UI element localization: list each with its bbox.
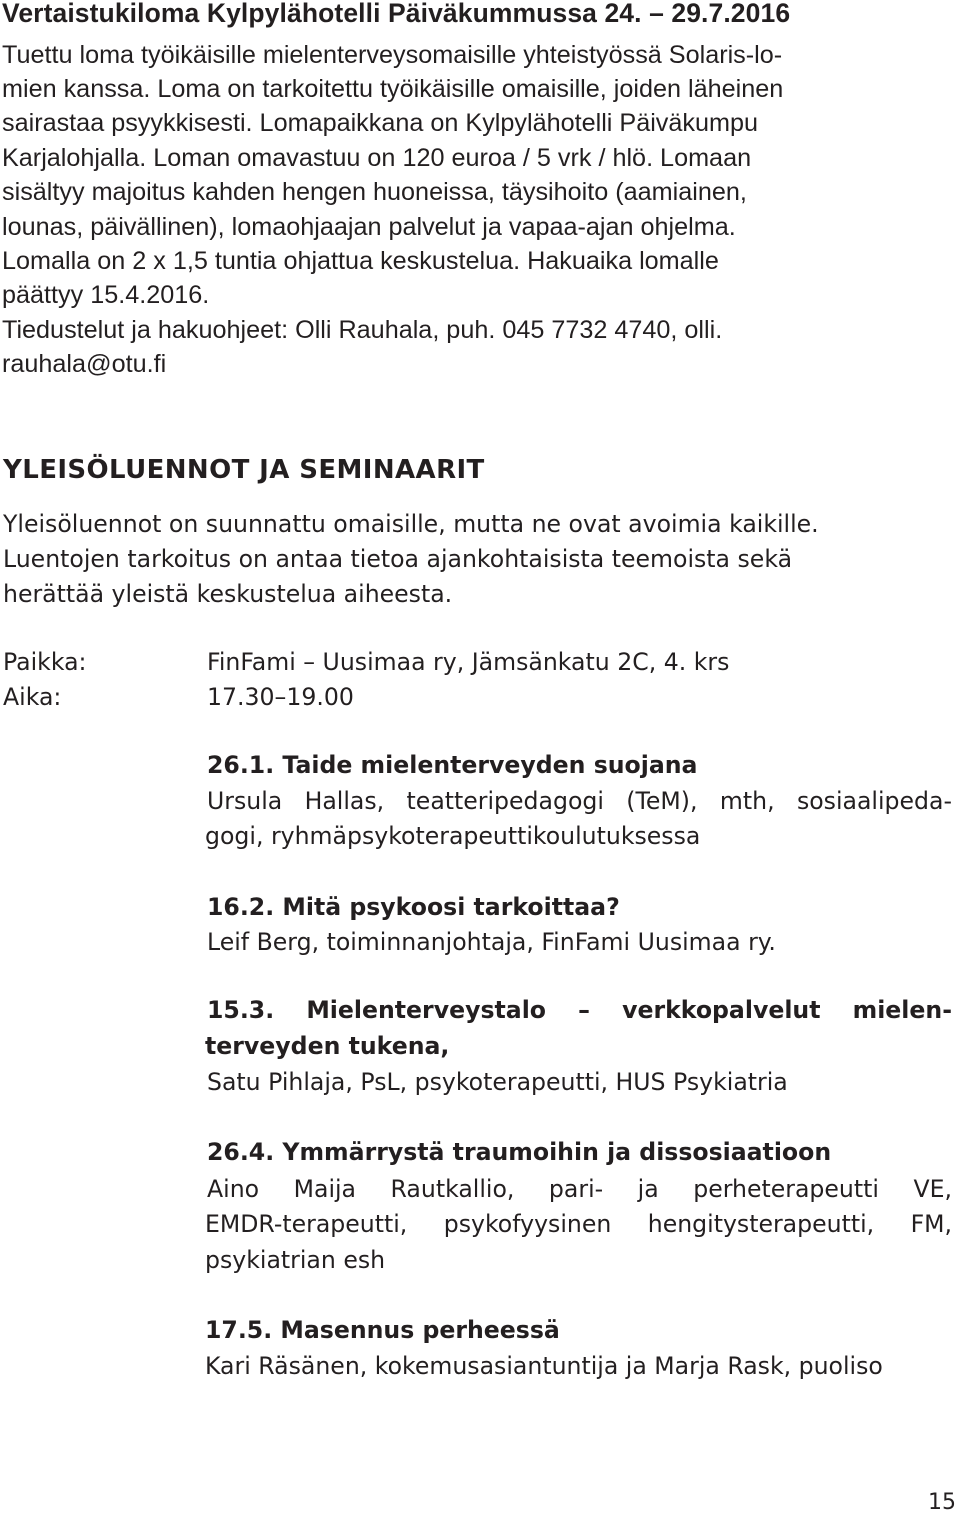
vacation-contact-line: Tiedustelut ja hakuohjeet: Olli Rauhala, puh. 045 7732 4740, olli. [2,316,723,344]
place-label: Paikka: [3,648,87,676]
event-title: terveyden tukena, [205,1032,450,1060]
event-speaker: Satu Pihlaja, PsL, psykoterapeutti, HUS Psykiatria [207,1068,788,1096]
event-title: 15.3. Mielenterveystalo – verkkopalvelut mielen- [207,996,952,1024]
event-speaker: Ursula Hallas, teatteripedagogi (TeM), mth, sosiaalipeda- [207,787,952,815]
event-title: 26.4. Ymmärrystä traumoihin ja dissosiaatioon [207,1138,832,1166]
vacation-title: Vertaistukiloma Kylpylähotelli Päiväkummussa 24. – 29.7.2016 [2,0,791,28]
vacation-line: lounas, päivällinen), lomaohjaajan palvelut ja vapaa-ajan ohjelma. [2,213,736,241]
event-speaker: psykiatrian esh [205,1246,386,1274]
vacation-line: päättyy 15.4.2016. [2,281,210,309]
event-title: 17.5. Masennus perheessä [205,1316,560,1344]
intro-line: Luentojen tarkoitus on antaa tietoa ajankohtaisista teemoista sekä [3,545,793,573]
intro-line: Yleisöluennot on suunnattu omaisille, mutta ne ovat avoimia kaikille. [3,510,819,538]
event-speaker: Kari Räsänen, kokemusasiantuntija ja Marja Rask, puoliso [205,1352,883,1380]
time-label: Aika: [3,683,62,711]
lectures-heading: YLEISÖLUENNOT JA SEMINAARIT [3,455,485,485]
vacation-line: Karjalohjalla. Loman omavastuu on 120 euroa / 5 vrk / hlö. Lomaan [2,144,752,172]
time-value: 17.30–19.00 [207,683,354,711]
event-speaker: EMDR-terapeutti, psykofyysinen hengitysterapeutti, FM, [205,1210,952,1238]
vacation-line: sisältyy majoitus kahden hengen huoneissa, täysihoito (aamiainen, [2,178,747,206]
page-number: 15 [928,1490,956,1515]
event-title: 26.1. Taide mielenterveyden suojana [207,751,698,779]
vacation-line: Tuettu loma työikäisille mielenterveysomaisille yhteistyössä Solaris-lo- [2,41,783,69]
intro-line: herättää yleistä keskustelua aiheesta. [3,580,453,608]
vacation-line: sairastaa psyykkisesti. Lomapaikkana on Kylpylähotelli Päiväkumpu [2,109,759,137]
vacation-line: Lomalla on 2 x 1,5 tuntia ohjattua keskustelua. Hakuaika lomalle [2,247,719,275]
place-value: FinFami – Uusimaa ry, Jämsänkatu 2C, 4. krs [207,648,730,676]
event-speaker: Aino Maija Rautkallio, pari- ja perheterapeutti VE, [207,1175,952,1203]
vacation-email-line: rauhala@otu.fi [2,350,167,378]
event-title: 16.2. Mitä psykoosi tarkoittaa? [207,893,620,921]
event-speaker: Leif Berg, toiminnanjohtaja, FinFami Uusimaa ry. [207,928,776,956]
event-speaker: gogi, ryhmäpsykoterapeuttikoulutuksessa [205,822,701,850]
vacation-line: mien kanssa. Loma on tarkoitettu työikäisille omaisille, joiden läheinen [2,75,784,103]
